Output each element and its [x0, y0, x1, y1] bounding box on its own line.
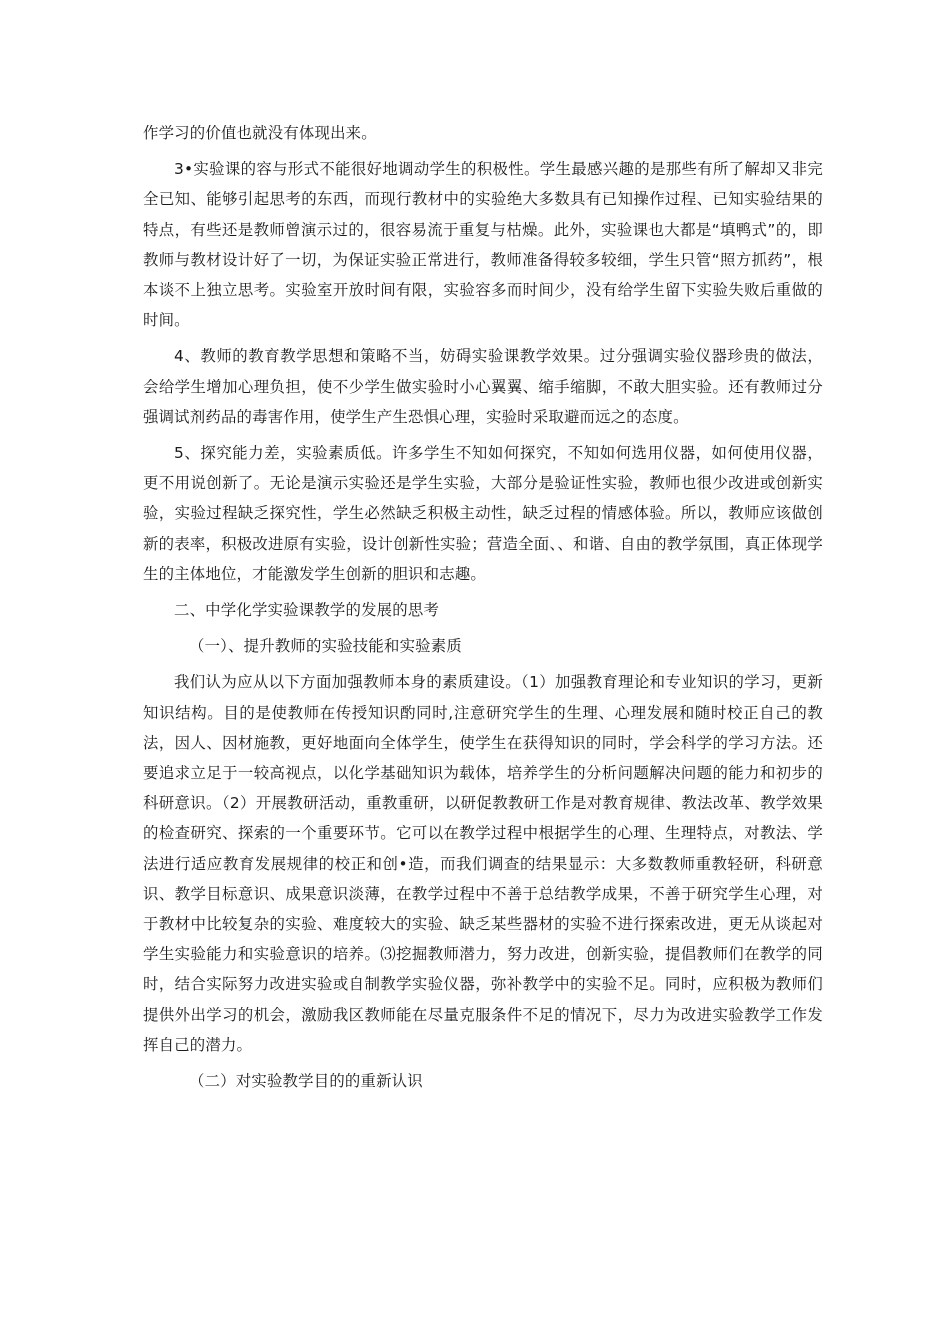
paragraph-continuation: 作学习的价值也就没有体现出来。: [143, 124, 377, 142]
subsection-heading-1: （一）、提升教师的实验技能和实验素质: [189, 637, 462, 656]
document-body: [143, 118, 823, 1102]
paragraph-point-3: 3•实验课的容与形式不能很好地调动学生的积极性。学生最感兴趣的是那些有所了解却又非完全已知、能够引起思考的东西，而现行教材中的实验绝大多数具有已知操作过程、已知实验结果的特点，有些还是教师曾演示过的，很容易流于重复与枯燥。此外，实验课也大都是“填鸭式”的，即教师与教材设计好了一切，为保证实验正常进行，教师准备得较多较细，学生只管“照方抓药”，根本谈不上独立思考。实验室开放时间有限，实验容多而时间少，没有给学生留下实验失败后重做的时间。: [143, 160, 823, 330]
paragraph-point-5: 5、探究能力差，实验素质低。许多学生不知如何探究，不知如何选用仪器，如何使用仪器，更不用说创新了。无论是演示实验还是学生实验，大部分是验证性实验，教师也很少改进或创新实验，实验过程缺乏探究性，学生必然缺乏积极主动性，缺乏过程的情感体验。所以，教师应该做创新的表率，积极改进原有实验，设计创新性实验；营造全面、、和谐、自由的教学氛围，真正体现学生的主体地位，才能激发学生创新的胆识和志趣。: [143, 444, 823, 583]
section-heading-2: 二、中学化学实验课教学的发展的思考: [174, 601, 440, 620]
subsection-heading-2: （二）对实验教学目的的重新认识: [189, 1072, 423, 1091]
paragraph-teacher-quality: 我们认为应从以下方面加强教师本身的素质建设。（1）加强教育理论和专业知识的学习，更新知识结构。目的是使教师在传授知识酌同时,注意研究学生的生理、心理发展和随时校正自己的教法，因人、因材施教，更好地面向全体学生，使学生在获得知识的同时，学会科学的学习方法。还要追求立足于一较高视点，以化学基础知识为载体，培养学生的分析问题解决问题的能力和初步的科研意识。（2）开展教研活动，重教重研，以研促教教研工作是对教育规律、教法改革、教学效果的检查研究、探索的一个重要环节。它可以在教学过程中根据学生的心理、生理特点，对教法、学法进行适应教育发展规律的校正和创•造，而我们调查的结果显示：大多数教师重教轻研，科研意识、教学目标意识、成果意识淡薄，在教学过程中不善于总结教学成果，不善于研究学生心理，对于教材中比较复杂的实验、难度较大的实验、缺乏某些器材的实验不进行探索改进，更无从谈起对学生实验能力和实验意识的培养。⑶挖掘教师潜力，努力改进，创新实验，提倡教师们在教学的同时，结合实际努力改进实验或自制教学实验仪器，弥补教学中的实验不足。同时，应积极为教师们提供外出学习的机会，激励我区教师能在尽量克服条件不足的情况下，尽力为改进实验教学工作发挥自己的潜力。: [143, 673, 823, 1054]
paragraph-point-4: 4、教师的教育教学思想和策略不当，妨碍实验课教学效果。过分强调实验仪器珍贵的做法，会给学生增加心理负担，使不少学生做实验时小心翼翼、缩手缩脚，不敢大胆实验。还有教师过分强调试剂药品的毒害作用，使学生产生恐惧心理，实验时采取避而远之的态度。: [143, 347, 823, 426]
